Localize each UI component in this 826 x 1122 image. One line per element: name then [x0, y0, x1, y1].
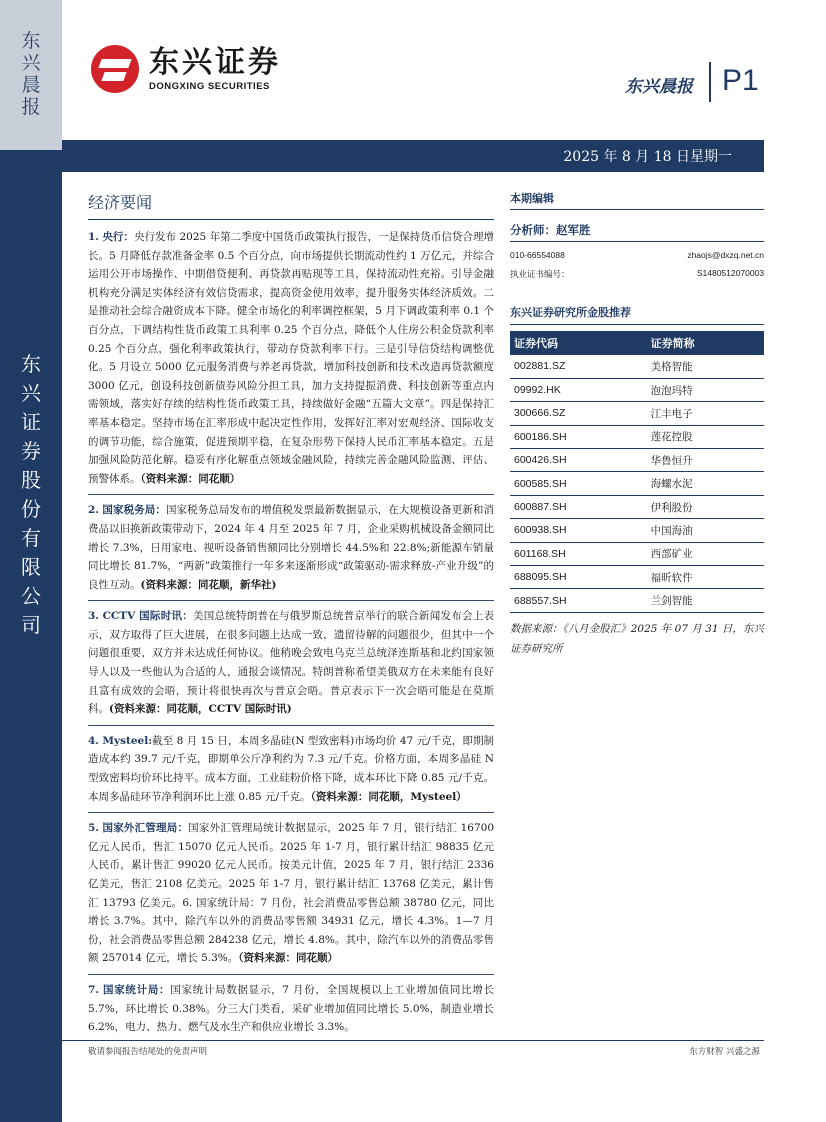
- news-item-tag: 国家税务局：: [102, 504, 166, 517]
- news-item-number: 7.: [88, 983, 99, 996]
- economic-news-column: [88, 190, 494, 1049]
- edit-title: 本期编辑: [510, 190, 764, 210]
- news-item-number: 2.: [88, 504, 99, 517]
- stock-code: 09992.HK: [510, 378, 647, 401]
- news-item-tag: 国家外汇管理局：: [102, 822, 189, 835]
- analyst-email[interactable]: zhaojs@dxzq.net.cn: [687, 250, 764, 260]
- right-panel: [510, 190, 764, 659]
- news-item-body: 国家统计局数据显示，7 月份，全国规模以上工业增加值同比增长 5.7%，环比增长 0.38%。分三大门类看，采矿业增加值同比增长 5.0%，制造业增长 6.2%，电力、热力、燃气及水生产和供应业增长 3.3%。: [88, 983, 494, 1034]
- table-row: [510, 472, 764, 495]
- report-date: 2025 年 8 月 18 日星期一: [563, 149, 732, 165]
- news-item-body: 美国总统特朗普在与俄罗斯总统普京举行的联合新闻发布会上表示，双方取得了巨大进展，在很多问题上达成一致，遗留待解的问题很少，但其中一个问题很重要，双方并未达成任何协议。他稍晚会致电乌克兰总统泽连斯基和北约国家领导人以及一些他认为合适的人，通报会谈情况。特朗普称希望美俄双方在未来能有良好且富有成效的会晤，预计将很快再次与普京会晤。普京表示下一次会晤可能是在莫斯科。: [88, 610, 494, 716]
- stock-code: 600186.SH: [510, 425, 647, 448]
- table-row: [510, 449, 764, 472]
- stock-name: 莲花控股: [647, 425, 764, 448]
- stock-code: 600585.SH: [510, 472, 647, 495]
- news-item-body: 截至 8 月 15 日，本周多晶硅(N 型致密料)市场均价 47 元/千克，即期制造成本约 39.7 元/千克，即期单公斤净利约为 7.3 元/千克。价格方面，本周多晶硅 N 型致密料均价环比持平。成本方面，工业硅粉价格下降，成本环比下降 0.85 元/千克。本周多晶硅环节净利润环比上涨 0.85 元/千克。: [88, 734, 494, 803]
- cert-number: S1480512070003: [696, 268, 764, 278]
- logo-en-text: DONGXING SECURITIES: [149, 80, 270, 92]
- stock-code: 688557.SH: [510, 589, 647, 612]
- news-item: [88, 732, 494, 813]
- report-title: 东兴晨报: [625, 77, 693, 97]
- stock-code: 688095.SH: [510, 566, 647, 589]
- header-divider: [709, 62, 711, 102]
- news-item-source: (资料来源：同花顺，CCTV 国际时讯): [109, 703, 292, 716]
- recommendation-title: 东兴证券研究所金股推荐: [510, 304, 764, 325]
- sidebar-main-band: [0, 150, 62, 1122]
- table-row: [510, 589, 764, 612]
- page-number: P1: [722, 64, 759, 97]
- news-item: [88, 819, 494, 975]
- news-item-number: 5.: [88, 822, 99, 835]
- table-row: [510, 402, 764, 425]
- logo-cn-text: 东兴证券: [149, 44, 281, 80]
- news-item-tag: Mysteel:: [102, 734, 153, 747]
- footer-divider: [62, 1040, 764, 1041]
- stock-name: 美格智能: [647, 355, 764, 378]
- stock-code: 600887.SH: [510, 495, 647, 518]
- news-item: [88, 981, 494, 1043]
- logo-icon: [91, 45, 139, 93]
- stock-code: 002881.SZ: [510, 355, 647, 378]
- header-code: 证券代码: [510, 331, 647, 355]
- stock-name: 江丰电子: [647, 402, 764, 425]
- stock-code: 600938.SH: [510, 519, 647, 542]
- sidebar-company-name: 东兴证券股份有限公司: [21, 352, 41, 637]
- stock-name: 福昕软件: [647, 566, 764, 589]
- table-row: [510, 425, 764, 448]
- stock-code: 300666.SZ: [510, 402, 647, 425]
- news-item: [88, 607, 494, 726]
- date-bar: [62, 140, 764, 172]
- table-row: [510, 378, 764, 401]
- header-name: 证券简称: [647, 331, 764, 355]
- data-source-note: 数据来源：《八月金股汇》2025 年 07 月 31 日，东兴证券研究所: [510, 622, 764, 655]
- stock-code: 601168.SH: [510, 542, 647, 565]
- company-logo: [91, 45, 281, 93]
- news-item-source: （资料来源：同花顺，Mysteel）: [310, 790, 467, 803]
- stock-code: 600426.SH: [510, 449, 647, 472]
- contact-row: [510, 250, 764, 260]
- news-item-tag: 央行：: [102, 231, 134, 243]
- news-item-number: 1.: [88, 231, 99, 243]
- news-item-body: 央行发布 2025 年第二季度中国货币政策执行报告，一是保持货币信贷合理增长。5 月降低存款准备金率 0.5 个百分点，向市场提供长期流动性约 1 万亿元，并综合运用公开市场操作、中期借贷便利、再贷款再贴现等工具，保持流动性充裕。引导金融机构充分满足实体经济有效信贷需求，提高资金使用效率，提升服务实体经济质效。二是推动社会综合融资成本下降。健全市场化的利率调控框架，5 月下调政策利率 0.1 个百分点，下调结构性货币政策工具利率 0.25 个百分点，降低个人住房公积金贷款利率 0.25 个百分点，强化利率政策执行，带动存贷款利率下行。三是引导信贷结构调整优化。5 月设立 5000 亿元服务消费与养老再贷款，增加科技创新和技术改造再贷款额度 3000 亿元，创设科技创新债券风险分担工具，加力支持提振消费、科技创新等重点内需领域，落实好存续的结构性货币政策工具，持续做好金融“五篇大文章”。四是保持汇率基本稳定。坚持市场在汇率形成中起决定性作用，发挥好汇率对宏观经济、国际收支的调节功能，综合施策，促进预期平稳，在复杂形势下保持人民币汇率基本稳定。五是加强风险防范化解。稳妥有序化解重点领域金融风险，持续完善金融风险监测、评估、预警体系。: [88, 231, 494, 485]
- stock-table: [510, 331, 764, 613]
- footer-disclaimer: 敬请参阅报告结尾处的免责声明: [88, 1047, 208, 1057]
- news-item-source: （资料来源：同花顺）: [238, 952, 339, 965]
- stock-name: 泡泡玛特: [647, 378, 764, 401]
- news-item-body: 国家税务总局发布的增值税发票最新数据显示，在大规模设备更新和消费品以旧换新政策带动下，2024 年 4 月至 2025 年 7 月，企业采购机械设备金额同比增长 7.3%，日用家电、视听设备销售额同比分别增长 44.5%和 22.8%;新能源车销量同比增长 81.7%，“两新”政策推行一年多来逐渐形成“政策驱动-需求释放-产业升级”的良性互动。: [88, 504, 495, 591]
- news-item-number: 4.: [88, 734, 99, 747]
- news-item: [88, 501, 494, 601]
- table-row: [510, 542, 764, 565]
- news-item-body: 国家外汇管理局统计数据显示，2025 年 7 月，银行结汇 16700 亿元人民币，售汇 15070 亿元人民币。2025 年 1-7 月，银行累计结汇 98835 亿元人民币，累计售汇 99020 亿元人民币。按美元计值，2025 年 7 月，银行结汇 2336 亿美元，售汇 2108 亿美元。2025 年 1-7 月，银行累计结汇 13768 亿美元，累计售汇 13793 亿美元。6. 国家统计局：7 月份，社会消费品零售总额 38780 亿元，同比增长 3.7%。其中，除汽车以外的消费品零售额 34931 亿元，增长 4.3%。1—7 月份，社会消费品零售总额 284238 亿元，增长 4.8%。其中，除汽车以外的消费品零售额 257014 亿元，增长 5.3%。: [88, 822, 494, 965]
- stock-name: 华鲁恒升: [647, 449, 764, 472]
- cert-row: [510, 268, 764, 280]
- analyst-phone: 010-66554088: [510, 250, 565, 260]
- news-item-source: （资料来源：同花顺）: [140, 472, 241, 485]
- stock-name: 西部矿业: [647, 542, 764, 565]
- stock-name: 中国海油: [647, 519, 764, 542]
- table-row: [510, 355, 764, 378]
- news-item-tag: CCTV 国际时讯：: [102, 610, 193, 623]
- cert-label: 执业证书编号：: [510, 270, 570, 280]
- stock-name: 海螺水泥: [647, 472, 764, 495]
- news-item-source: (资料来源：同花顺，新华社): [140, 578, 277, 591]
- news-item-tag: 国家统计局：: [103, 983, 171, 996]
- stock-name: 伊利股份: [647, 495, 764, 518]
- news-item-number: 3.: [88, 610, 99, 623]
- footer-slogan: 东方财智 兴盛之源: [689, 1047, 760, 1057]
- analyst-name: 分析师：赵军胜: [510, 222, 764, 242]
- table-row: [510, 566, 764, 589]
- stock-name: 兰剑智能: [647, 589, 764, 612]
- sidebar-top-title: 东兴晨报: [21, 30, 41, 118]
- table-row: [510, 495, 764, 518]
- section-title: 经济要闻: [88, 190, 494, 220]
- table-row: [510, 519, 764, 542]
- sidebar-top-band: [0, 0, 62, 150]
- news-item: [88, 228, 494, 495]
